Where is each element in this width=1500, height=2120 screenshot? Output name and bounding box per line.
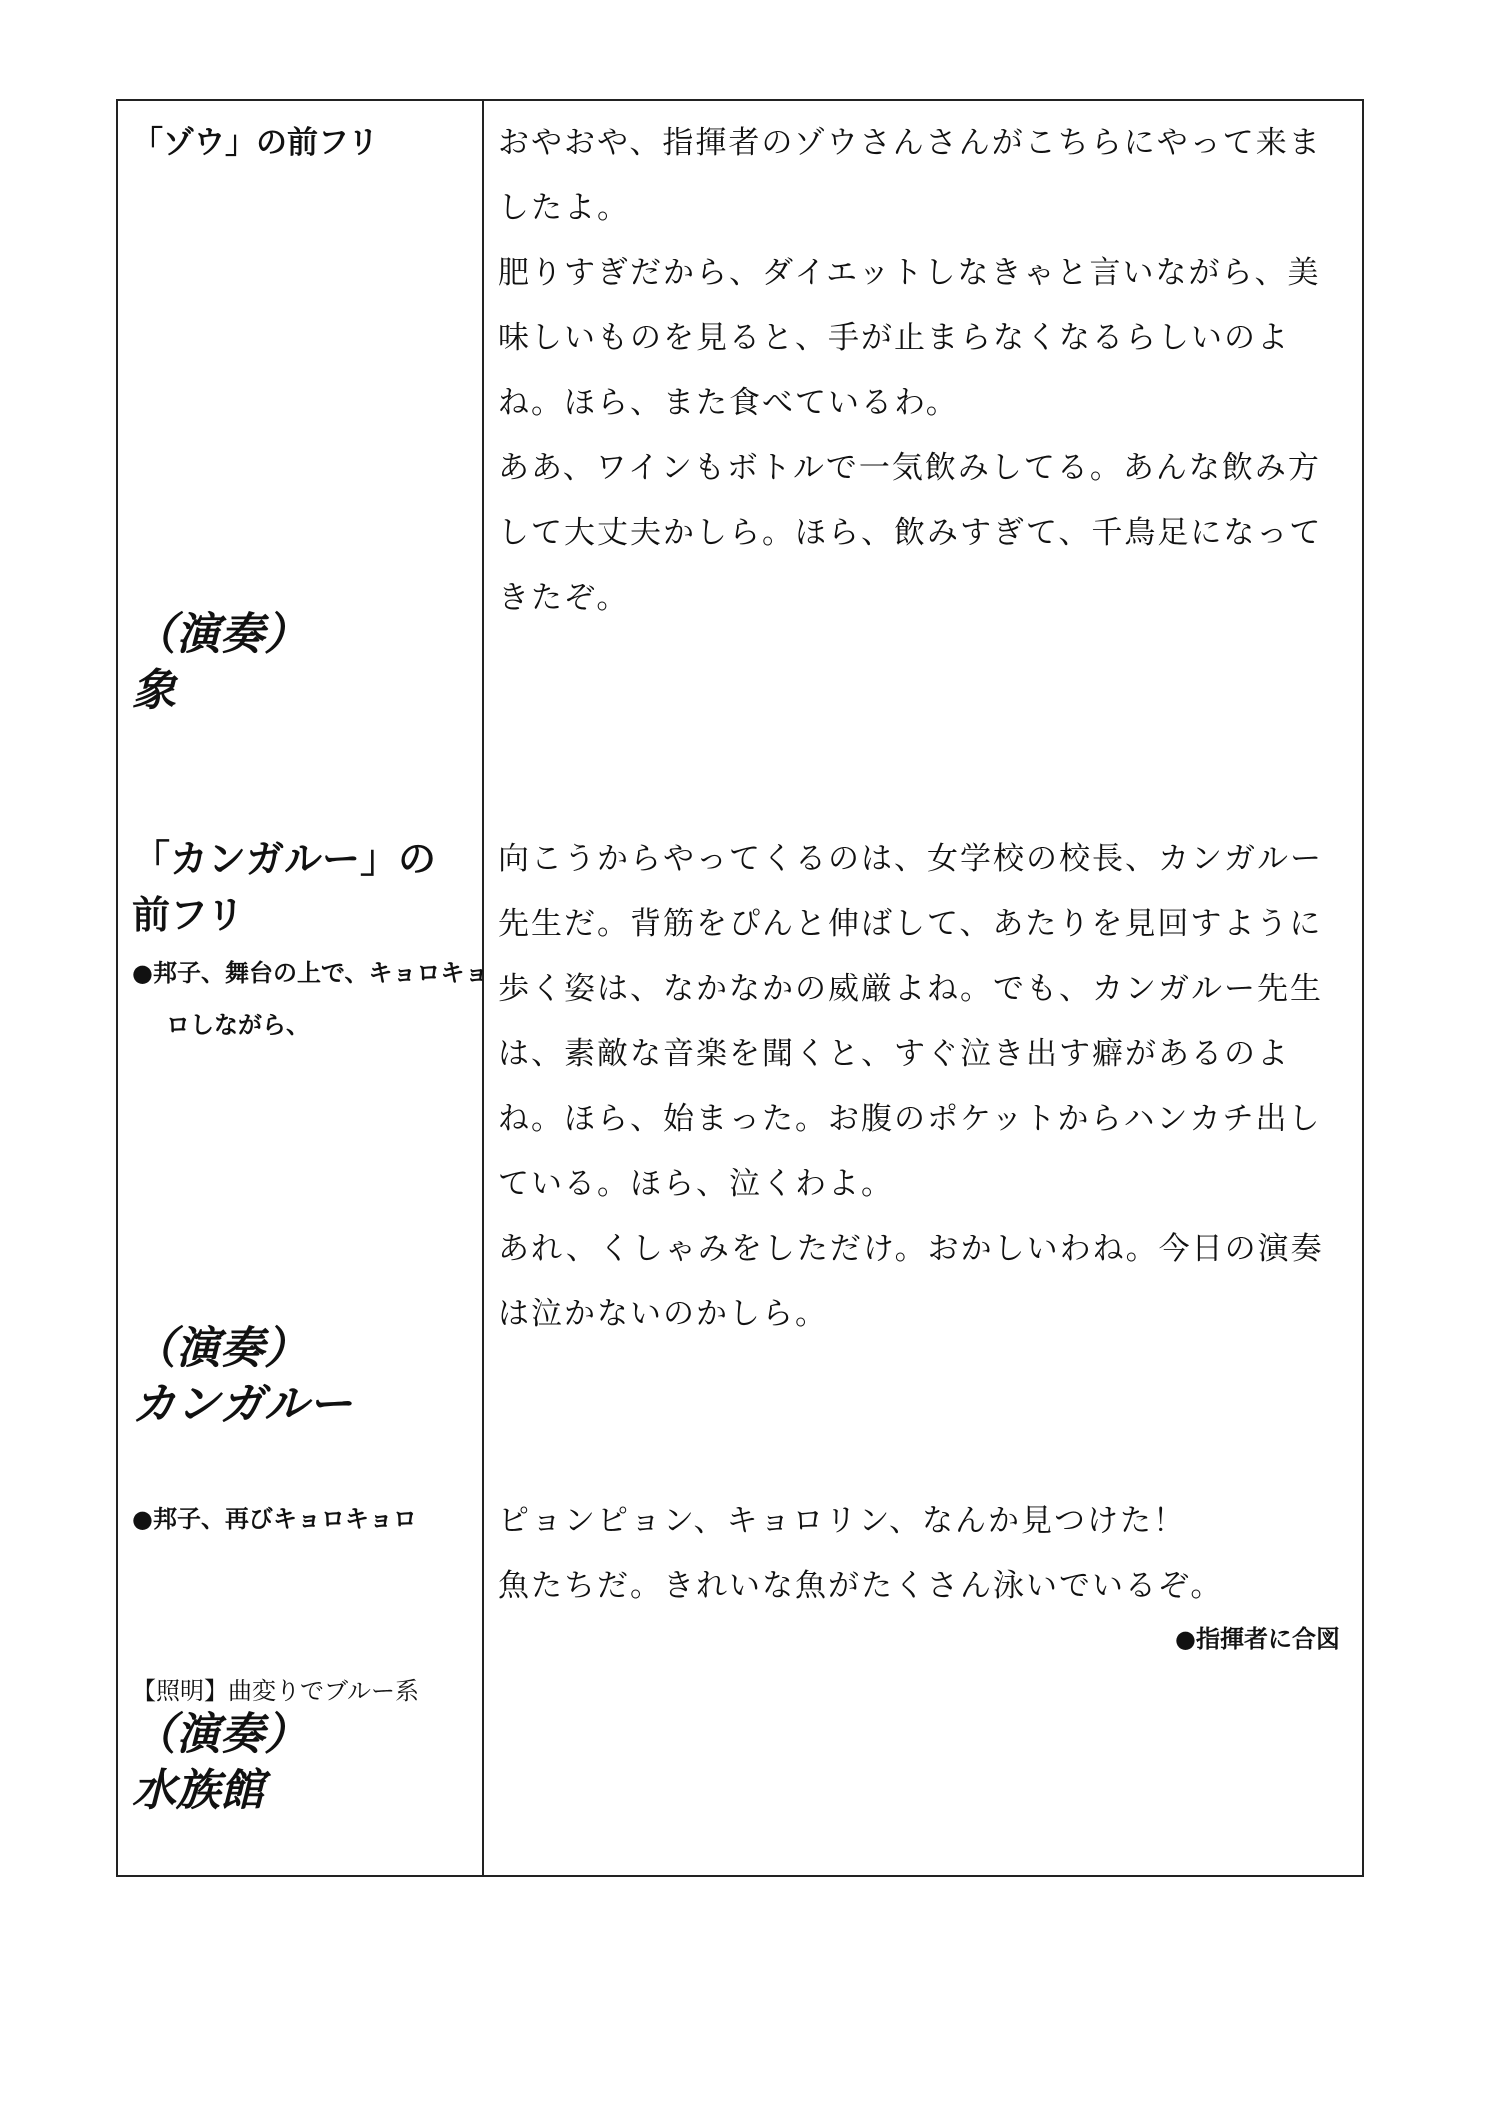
dialog-line: 肥りすぎだから、ダイエットしなきゃと言いながら、美味しいものを見ると、手が止まらなくなるらしいのよね。ほら、また食べているわ。 xyxy=(498,255,1321,421)
aquarium-stage-note: ●邦子、再びキョロキョロ xyxy=(132,1505,417,1533)
dialog-line: ああ、ワインもボトルで一気飲みしてる。あんな飲み方して大丈夫かしら。ほら、飲みすぎて、千鳥足になってきたぞ。 xyxy=(498,450,1323,616)
dialog-line: ピョンピョン、キョロリン、なんか見つけた！ xyxy=(498,1503,1187,1539)
kangaroo-dialog xyxy=(498,827,1353,1347)
dialog-line: あれ、くしゃみをしただけ。おかしいわね。今日の演奏は泣かないのかしら。 xyxy=(498,1231,1324,1332)
performance-label: （演奏） xyxy=(132,609,308,660)
aquarium-performance xyxy=(132,1707,472,1819)
dialog-line: 魚たちだ。きれいな魚がたくさん泳いでいるぞ。 xyxy=(498,1568,1224,1604)
kangaroo-stage-note: ●邦子、舞台の上で、キョロキョロしながら、 xyxy=(132,959,489,1039)
dialog-line: おやおや、指揮者のゾウさんさんがこちらにやって来ましたよ。 xyxy=(498,125,1322,226)
performance-label: （演奏） xyxy=(132,1323,308,1374)
elephant-cue: 「ゾウ」の前フリ xyxy=(132,125,379,161)
script-table xyxy=(116,99,1364,1877)
performance-title: カンガルー xyxy=(132,1379,352,1430)
performance-title: 水族館 xyxy=(132,1765,264,1816)
elephant-performance xyxy=(132,607,472,719)
dialog-line: 向こうからやってくるのは、女学校の校長、カンガルー先生だ。背筋をぴんと伸ばして、あたりを見回すように歩く姿は、なかなかの威厳よね。でも、カンガルー先生は、素敵な音楽を聞くと、すぐ泣き出す癖があるのよね。ほら、始まった。お腹のポケットからハンカチ出している。ほら、泣くわよ。 xyxy=(498,841,1323,1202)
aquarium-dialog xyxy=(498,1489,1353,1619)
kangaroo-cue: 「カンガルー」の前フリ xyxy=(132,837,437,937)
conductor-signal: ●指揮者に合図 xyxy=(1175,1625,1340,1653)
lighting-note: 【照明】曲変りでブルー系 xyxy=(132,1677,420,1705)
elephant-dialog xyxy=(498,111,1353,631)
performance-title: 象 xyxy=(132,665,176,716)
performance-label: （演奏） xyxy=(132,1709,308,1760)
kangaroo-performance xyxy=(132,1321,472,1433)
